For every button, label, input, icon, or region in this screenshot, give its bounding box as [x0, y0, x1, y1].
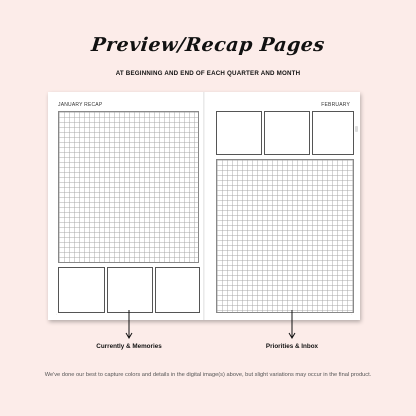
left-grid [58, 111, 199, 263]
right-grid [216, 159, 354, 313]
memory-box-1 [58, 267, 105, 313]
book-spine [203, 92, 205, 320]
page-subtitle: AT BEGINNING AND END OF EACH QUARTER AND MONTH [115, 70, 301, 77]
left-page-number: ◦ [56, 313, 57, 316]
right-caption: Priorities & Inbox [265, 343, 319, 350]
arrow-down-icon [287, 310, 297, 340]
memory-box-3 [155, 267, 200, 313]
memory-box-2 [107, 267, 153, 313]
right-page-number: ◦ [351, 313, 352, 316]
disclaimer-text: We've done our best to capture colors and details in the digital image(s) above, but slight variations may occur in the final product. [44, 372, 372, 378]
planner-spread [48, 92, 360, 320]
right-page-label: FEBRUARY [321, 102, 350, 108]
arrow-down-icon [124, 310, 134, 340]
left-caption: Currently & Memories [96, 343, 162, 350]
page-title: Preview/Recap Pages [90, 34, 326, 56]
left-page-label: JANUARY RECAP [58, 102, 103, 108]
priority-box-2 [264, 111, 310, 155]
priority-box-1 [216, 111, 262, 155]
priority-box-3 [312, 111, 354, 155]
page-tab[interactable] [355, 126, 358, 132]
